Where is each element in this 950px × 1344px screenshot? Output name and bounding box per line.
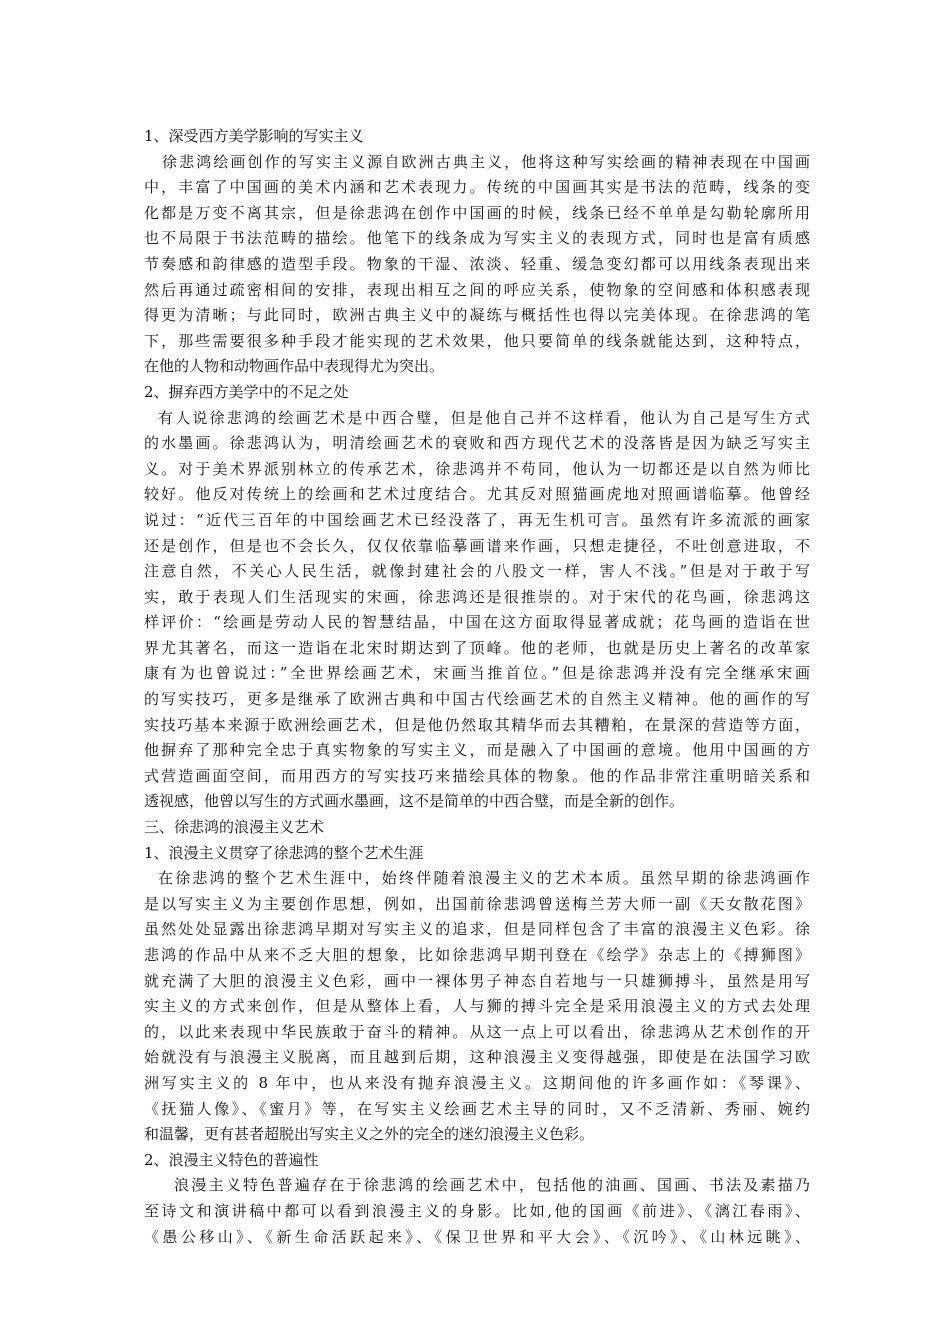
text-line: 较好。他反对传统上的绘画和艺术过度结合。尤其反对照猫画虎地对照画谱临摹。他曾经 <box>144 485 810 504</box>
text-line: 浪漫主义特色普遍存在于徐悲鸿的绘画艺术中，包括他的油画、国画、书法及素描乃 <box>174 1176 810 1195</box>
text-line: 义。对于美术界派别林立的传承艺术，徐悲鸿并不苟同，他认为一切都还是以自然为师比 <box>144 459 810 478</box>
text-line: 2、摒弃西方美学中的不足之处 <box>144 382 349 401</box>
text-line: 徐悲鸿绘画创作的写实主义源自欧洲古典主义，他将这种写实绘画的精神表现在中国画 <box>162 152 810 171</box>
text-line: 就充满了大胆的浪漫主义色彩，画中一裸体男子神态自若地与一只雄狮搏斗，虽然是用写 <box>144 971 810 990</box>
text-line: 实主义的方式来创作，但是从整体上看，人与狮的搏斗完全是采用浪漫主义的方式去处理 <box>144 997 810 1016</box>
text-line: 节奏感和韵律感的造型手段。物象的干湿、浓淡、轻重、缓急变幻都可以用线条表现出来 <box>144 254 810 273</box>
text-line: 洲写实主义的 8 年中，也从来没有抛弃浪漫主义。这期间他的许多画作如：《琴课》、 <box>144 1073 810 1092</box>
text-line: 始就没有与浪漫主义脱离，而且越到后期，这种浪漫主义变得越强，即使是在法国学习欧 <box>144 1048 810 1067</box>
text-line: 的，以此来表现中华民族敢于奋斗的精神。从这一点上可以看出，徐悲鸿从艺术创作的开 <box>144 1022 810 1041</box>
text-line: 得更为清晰；与此同时，欧洲古典主义中的凝练与概括性也得以完美体现。在徐悲鸿的笔 <box>144 306 810 325</box>
text-line: 说过：“近代三百年的中国绘画艺术已经没落了，再无生机可言。虽然有许多流派的画家 <box>144 510 810 529</box>
text-line: 的水墨画。徐悲鸿认为，明清绘画艺术的衰败和西方现代艺术的没落皆是因为缺乏写实主 <box>144 434 810 453</box>
text-line: 式营造画面空间，而用西方的写实技巧来描绘具体的物象。他的作品非常注重明暗关系和 <box>144 766 810 785</box>
text-line: 也不局限于书法范畴的描绘。他笔下的线条成为写实主义的表现方式，同时也是富有质感 <box>144 229 810 248</box>
text-line: 有人说徐悲鸿的绘画艺术是中西合璧，但是他自己并不这样看，他认为自己是写生方式 <box>158 408 810 427</box>
text-line: 至诗文和演讲稿中都可以看到浪漫主义的身影。比如,他的国画《前进》、《漓江春雨》、 <box>144 1201 810 1220</box>
text-line: 在他的人物和动物画作品中表现得尤为突出。 <box>144 357 445 376</box>
text-line: 的写实技巧，更多是继承了欧洲古典和中国古代绘画艺术的自然主义精神。他的画作的写 <box>144 690 810 709</box>
text-line: 1、深受西方美学影响的写实主义 <box>144 127 364 145</box>
text-line: 在徐悲鸿的整个艺术生涯中，始终伴随着浪漫主义的艺术本质。虽然早期的徐悲鸿画作 <box>158 869 810 888</box>
text-line: 1、浪漫主义贯穿了徐悲鸿的整个艺术生涯 <box>144 843 424 862</box>
text-line: 界尤其著名，而这一造诣在北宋时期达到了顶峰。他的老师，也就是历史上著名的改革家 <box>144 638 810 657</box>
text-line: 中，丰富了中国画的美术内涵和艺术表现力。传统的中国画其实是书法的范畴，线条的变 <box>144 178 810 197</box>
text-line: 康有为也曾说过：”全世界绘画艺术，宋画当推首位。”但是徐悲鸿并没有完全继承宋画 <box>144 664 810 683</box>
text-line: 下，那些需要很多种手段才能实现的艺术效果，他只要简单的线条就能达到，这种特点， <box>144 331 810 350</box>
text-line: 是以写实主义为主要创作思想，例如，出国前徐悲鸿曾送梅兰芳大师一副《天女散花图》 <box>144 894 810 913</box>
text-line: 2、浪漫主义特色的普遍性 <box>144 1150 319 1169</box>
text-line: 然后再通过疏密相间的安排，表现出相互之间的呼应关系，使物象的空间感和体积感表现 <box>144 280 810 299</box>
text-line: 透视感，他曾以写生的方式画水墨画，这不是简单的中西合璧，而是全新的创作。 <box>144 792 685 811</box>
text-line: 《抚猫人像》、《蜜月》等，在写实主义绘画艺术主导的同时，又不乏清新、秀丽、婉约 <box>144 1099 810 1118</box>
text-line: 注意自然，不关心人民生活，就像封建社会的八股文一样，害人不浅。”但是对于敢于写 <box>144 562 810 581</box>
text-line: 样评价：“绘画是劳动人民的智慧结晶，中国在这方面取得显著成就；花鸟画的造诣在世 <box>144 613 810 632</box>
text-line: 和温馨，更有甚者超脱出写实主义之外的完全的迷幻浪漫主义色彩。 <box>144 1125 595 1144</box>
text-line: 三、徐悲鸿的浪漫主义艺术 <box>144 818 325 837</box>
text-line: 还是创作，但是也不会长久，仅仅依靠临摹画谱来作画，只想走捷径，不吐创意进取，不 <box>144 536 810 555</box>
text-line: 化都是万变不离其宗，但是徐悲鸿在创作中国画的时候，线条已经不单单是勾勒轮廓所用 <box>144 203 810 222</box>
text-line: 他摒弃了那种完全忠于真实物象的写实主义，而是融入了中国画的意境。他用中国画的方 <box>144 741 810 760</box>
text-line: 实，敢于表现人们生活现实的宋画，徐悲鸿还是很推崇的。对于宋代的花鸟画，徐悲鸿这 <box>144 587 810 606</box>
text-line: 《愚公移山》、《新生命活跃起来》、《保卫世界和平大会》、《沉吟》、《山林远眺》、 <box>144 1227 810 1246</box>
text-line: 悲鸿的作品中从来不乏大胆的想象，比如徐悲鸿早期刊登在《绘学》杂志上的《搏狮图》 <box>144 946 810 964</box>
text-line: 实技巧基本来源于欧洲绘画艺术，但是他仍然取其精华而去其糟粕，在景深的营造等方面， <box>144 715 810 734</box>
document-body <box>144 124 810 1250</box>
text-line: 虽然处处显露出徐悲鸿早期对写实主义的追求，但是同样包含了丰富的浪漫主义色彩。徐 <box>144 920 810 939</box>
